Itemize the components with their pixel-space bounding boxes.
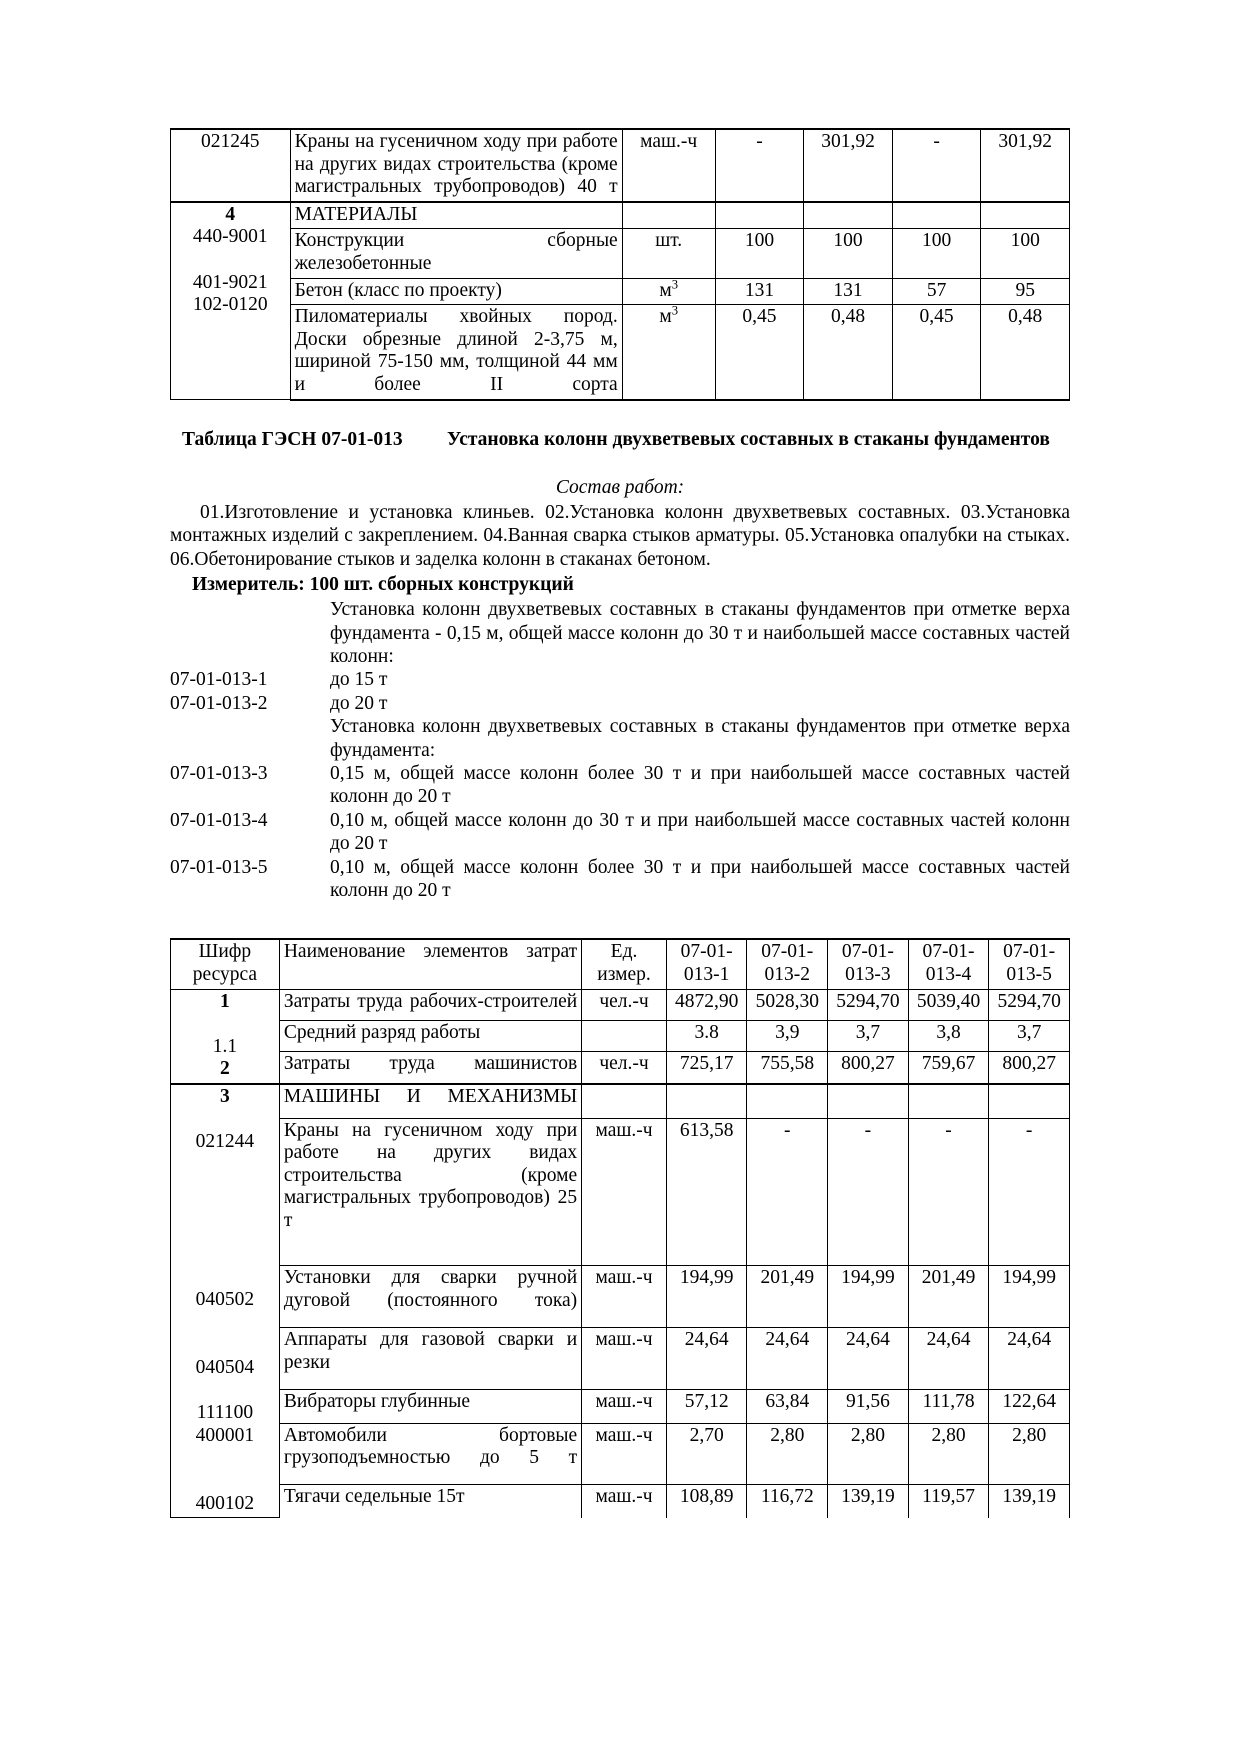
section-value [981,202,1070,229]
resource-value: 2,80 [747,1423,828,1485]
list-item [170,598,1070,668]
resource-value: 759,67 [908,1052,989,1084]
resource-value: 755,58 [747,1052,828,1084]
resource-code: 021245 [171,129,291,202]
resource-value: 91,56 [828,1390,909,1424]
resource-value: - [908,1118,989,1265]
resource-value: 3.8 [666,1021,747,1052]
header-col-1: 07-01-013-1 [666,939,747,989]
resource-value: 3,7 [828,1021,909,1052]
resource-code: 400001 [195,1425,255,1446]
section-value [804,202,893,229]
resource-code: 440-9001 [192,226,268,248]
resource-value: 2,80 [828,1423,909,1485]
section-codes-cell [171,1084,280,1518]
resource-unit: маш.-ч [582,1266,667,1328]
resource-code: 040502 [195,1289,255,1311]
item-list [170,598,1070,902]
resource-value: 24,64 [828,1328,909,1390]
table-row [171,1266,1070,1328]
resource-value: - [747,1118,828,1265]
table-row-section [171,202,1070,229]
table-header-row [171,939,1070,989]
list-item [170,809,1070,856]
resource-value: 100 [715,229,804,278]
resource-value: 0,45 [715,305,804,400]
resource-value: 24,64 [908,1328,989,1390]
table-number: Таблица ГЭСН 07-01-013 [182,428,403,450]
resource-value: 5039,40 [908,989,989,1020]
resource-name: Затраты труда рабочих-строителей [279,989,581,1020]
header-unit: Ед. измер. [582,939,667,989]
resource-value: 2,70 [666,1423,747,1485]
resource-value: - [892,129,981,202]
resource-value: 201,49 [908,1266,989,1328]
resource-unit [582,1021,667,1052]
resource-value: 95 [981,278,1070,305]
table-row-section [171,1084,1070,1118]
resource-unit: чел.-ч [582,989,667,1020]
resource-value: - [989,1118,1070,1265]
table-row [171,1485,1070,1518]
resource-value: 119,57 [908,1485,989,1518]
resource-name: Аппараты для газовой сварки и резки [279,1328,581,1390]
resource-value: 800,27 [989,1052,1070,1084]
section-value [908,1084,989,1118]
resource-code: 021244 [195,1131,255,1153]
table-row [171,1052,1070,1084]
item-text: Установка колонн двухветвевых составных в стаканы фундаментов при отметке верха фундамента - 0,15 м, общей массе колонн до 30 т и наибольшей массе составных частей колонн: [330,599,1070,668]
continued-resource-table [170,128,1070,401]
item-code [170,715,330,762]
resource-value: 131 [804,278,893,305]
resource-value: 139,19 [989,1485,1070,1518]
table-row [171,229,1070,278]
resource-name: Средний разряд работы [279,1021,581,1052]
section-value [715,202,804,229]
list-item [170,692,1070,715]
resource-code: 040504 [195,1357,255,1379]
resource-value: 194,99 [989,1266,1070,1328]
resource-unit: маш.-ч [582,1485,667,1518]
resource-code: 2 [220,1058,230,1080]
table-row [171,1328,1070,1390]
resource-name: Краны на гусеничном ходу при работе на других видах строительства (кроме магистральных трубопроводов) 40 т [290,129,622,202]
item-text: 0,10 м, общей массе колонн более 30 т и при наибольшей массе составных частей колонн до 20 т [330,856,1070,901]
table-row [171,1118,1070,1265]
section-value [666,1084,747,1118]
resource-value: 108,89 [666,1485,747,1518]
section-unit [582,1084,667,1118]
list-item [170,762,1070,809]
resource-unit: маш.-ч [622,129,715,202]
resource-value: 194,99 [828,1266,909,1328]
resource-unit: маш.-ч [582,1423,667,1485]
resource-code: 102-0120 [192,294,268,316]
resource-value: 301,92 [804,129,893,202]
resource-value: 100 [981,229,1070,278]
resource-value: 111,78 [908,1390,989,1424]
resource-name: Тягачи седельные 15т [279,1485,581,1518]
resource-code: 111100 [196,1402,254,1424]
resource-unit: чел.-ч [582,1052,667,1084]
resource-value: 3,8 [908,1021,989,1052]
resource-name: Затраты труда машинистов [279,1052,581,1084]
resource-value: 2,80 [908,1423,989,1485]
resource-value: - [828,1118,909,1265]
resource-value: 131 [715,278,804,305]
list-item [170,668,1070,691]
section-number: 4 [225,203,236,225]
table-row [171,1021,1070,1052]
section-value [747,1084,828,1118]
resource-code: 1.1 [212,1035,238,1057]
resource-value: 116,72 [747,1485,828,1518]
section-title: МАШИНЫ И МЕХАНИЗМЫ [279,1084,581,1118]
resource-unit: $м^3$ [622,305,715,400]
resource-unit: шт. [622,229,715,278]
header-col-3: 07-01-013-3 [828,939,909,989]
item-code [170,598,330,668]
item-text: Установка колонн двухветвевых составных в стаканы фундаментов при отметке верха фундамента: [330,716,1070,761]
section-number: 3 [220,1085,230,1107]
section-codes-cell [171,202,291,400]
table-row [171,989,1070,1020]
resource-name: Бетон (класс по проекту) [290,278,622,305]
resource-code: 401-9021 [192,271,268,293]
resource-value: 2,80 [989,1423,1070,1485]
section-unit [622,202,715,229]
item-code: 07-01-013-1 [170,669,268,691]
resource-value: 57 [892,278,981,305]
item-code: 07-01-013-3 [170,763,268,784]
resource-value: - [715,129,804,202]
table-row [171,305,1070,400]
resource-value: 0,48 [804,305,893,400]
resource-value: 3,9 [747,1021,828,1052]
resource-value: 63,84 [747,1390,828,1424]
table-row [171,129,1070,202]
resource-name: Пиломатериалы хвойных пород. Доски обрезные длиной 2-3,75 м, шириной 75-150 мм, толщиной 44 мм и более II сорта [290,305,622,400]
main-resource-table [170,938,1070,1518]
resource-value: 139,19 [828,1485,909,1518]
table-title: Установка колонн двухветвевых составных в стаканы фундаментов [447,428,1050,450]
resource-value: 100 [804,229,893,278]
section-value [892,202,981,229]
resource-value: 24,64 [666,1328,747,1390]
section-title: МАТЕРИАЛЫ [290,202,622,229]
item-code: 07-01-013-5 [170,856,268,878]
resource-value: 3,7 [989,1021,1070,1052]
resource-code: 400102 [195,1492,255,1514]
header-code: Шифр ресурса [171,939,280,989]
table-row [171,1390,1070,1424]
resource-unit: маш.-ч [582,1390,667,1424]
resource-value: 800,27 [828,1052,909,1084]
header-name: Наименование элементов затрат [279,939,581,989]
resource-value: 5294,70 [989,989,1070,1020]
group-codes-cell [171,989,280,1084]
resource-code: 1 [220,990,230,1012]
resource-name: Установки для сварки ручной дуговой (постоянного тока) [279,1266,581,1328]
resource-value: 122,64 [989,1390,1070,1424]
section-value [828,1084,909,1118]
work-composition-body: 01.Изготовление и установка клиньев. 02.Установка колонн двухветвевых составных. 03.Установка монтажных изделий с закреплением. 04.Ванная сварка стыков арматуры. 05.Установка опалубки на стыках. 06.Обетонирование стыков и заделка колонн в стаканах бетоном. [170,502,1070,570]
resource-value: 613,58 [666,1118,747,1265]
table-row [171,278,1070,305]
item-text: 0,15 м, общей массе колонн более 30 т и при наибольшей массе составных частей колонн до 20 т [330,763,1070,808]
item-code: 07-01-013-2 [170,692,268,714]
header-col-4: 07-01-013-4 [908,939,989,989]
resource-value: 194,99 [666,1266,747,1328]
item-text: до 20 т [330,692,388,714]
resource-value: 5028,30 [747,989,828,1020]
resource-value: 0,48 [981,305,1070,400]
item-text: до 15 т [330,669,388,691]
measure-unit-label: Измеритель: 100 шт. сборных конструкций [192,574,574,596]
resource-value: 725,17 [666,1052,747,1084]
section-value [989,1084,1070,1118]
resource-value: 24,64 [747,1328,828,1390]
resource-name: Вибраторы глубинные [279,1390,581,1424]
item-text: 0,10 м, общей массе колонн до 30 т и при наибольшей массе составных частей колонн до 20 т [330,809,1070,855]
resource-name: Краны на гусеничном ходу при работе на других видах строительства (кроме магистральных трубопроводов) 25 т [279,1118,581,1265]
resource-unit: $м^3$ [622,278,715,305]
resource-value: 0,45 [892,305,981,400]
resource-name: Автомобили бортовые грузоподъемностью до 5 т [279,1423,581,1485]
resource-name: Конструкции сборные железобетонные [290,229,622,278]
header-col-5: 07-01-013-5 [989,939,1070,989]
resource-value: 24,64 [989,1328,1070,1390]
list-item [170,856,1070,903]
header-col-2: 07-01-013-2 [747,939,828,989]
list-item [170,715,1070,762]
table-row [171,1423,1070,1485]
resource-value: 100 [892,229,981,278]
resource-value: 57,12 [666,1390,747,1424]
resource-value: 4872,90 [666,989,747,1020]
item-code: 07-01-013-4 [170,809,268,831]
work-composition-title: Состав работ: [555,477,685,499]
resource-value: 5294,70 [828,989,909,1020]
resource-unit: маш.-ч [582,1118,667,1265]
resource-value: 201,49 [747,1266,828,1328]
main-table-wrapper [170,938,1070,1518]
resource-value: 301,92 [981,129,1070,202]
resource-unit: маш.-ч [582,1328,667,1390]
table-heading [170,428,1070,451]
